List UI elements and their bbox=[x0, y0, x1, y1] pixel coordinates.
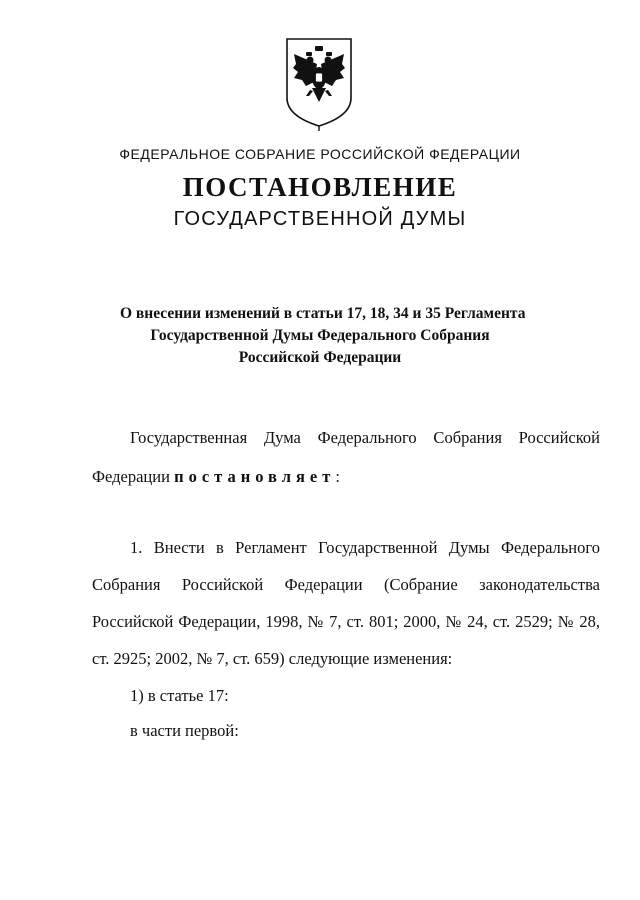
item-line: Российской Федерации, 1998, № 7, ст. 801; 2000, № 24, ст. 2529; № 28, bbox=[92, 612, 600, 631]
item-line: Собрания Российской Федерации (Собрание законодательства bbox=[92, 575, 600, 594]
preamble-colon: : bbox=[335, 467, 340, 486]
document-type: ПОСТАНОВЛЕНИЕ bbox=[182, 172, 458, 202]
resolves-keyword: постановляет bbox=[174, 467, 336, 486]
title-line: О внесении изменений в статьи 17, 18, 34 и 35 Регламента bbox=[120, 305, 526, 322]
document-issuer: ГОСУДАРСТВЕННОЙ ДУМЫ bbox=[173, 208, 467, 230]
preamble-line: Государственная Дума Федерального Собрания Российской bbox=[130, 428, 600, 447]
title-line: Государственной Думы Федерального Собрания bbox=[150, 327, 490, 344]
item-line: ст. 2925; 2002, № 7, ст. 659) следующие изменения: bbox=[92, 649, 453, 668]
subitem-line: в части первой: bbox=[130, 721, 239, 740]
subitem-line: 1) в статье 17: bbox=[130, 686, 229, 705]
coat-of-arms-icon bbox=[284, 36, 354, 132]
organization-name: ФЕДЕРАЛЬНОЕ СОБРАНИЕ РОССИЙСКОЙ ФЕДЕРАЦИИ bbox=[119, 146, 521, 162]
item-line: 1. Внести в Регламент Государственной Думы Федерального bbox=[130, 538, 600, 557]
preamble-line bbox=[92, 467, 340, 487]
document-title bbox=[120, 303, 526, 369]
title-line: Российской Федерации bbox=[238, 349, 402, 366]
preamble-text: Федерации bbox=[92, 467, 175, 486]
